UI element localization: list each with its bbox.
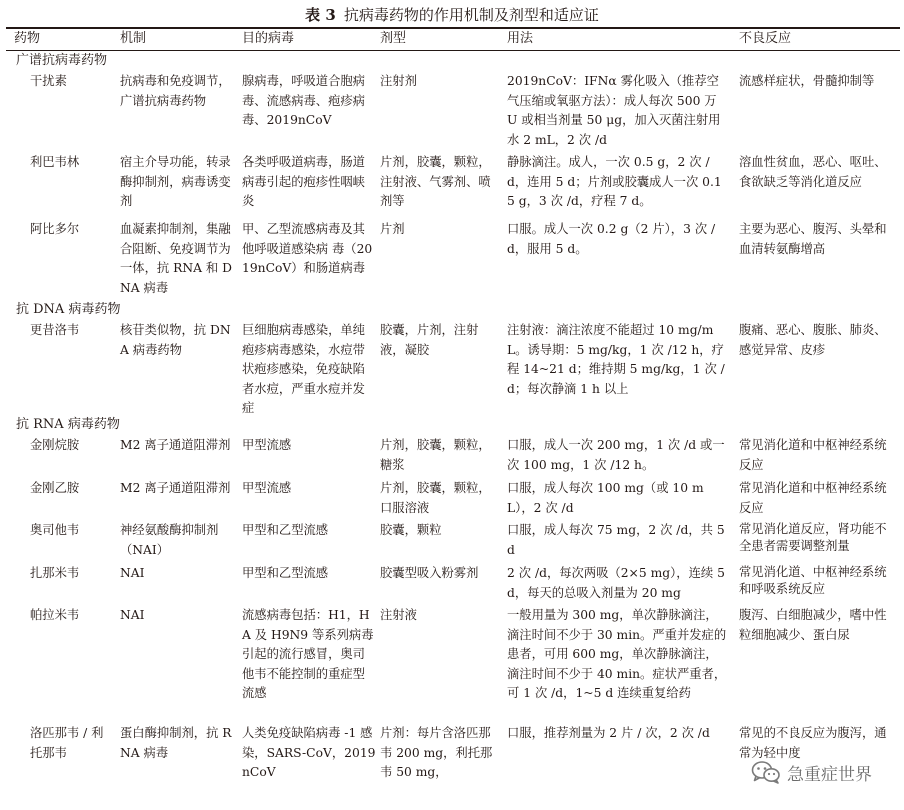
form-cell: 片剂，胶囊，颗粒，注射液、气雾剂、喷剂等 <box>380 155 491 208</box>
adverse-cell: 常见消化道反应，肾功能不全患者需要调整剂量 <box>739 522 887 553</box>
table-caption <box>0 5 904 25</box>
usage-cell: 静脉滴注。成人，一次 0.5 g，2 次 /d，连用 5 d；片剂或胶囊成人一次 0.15 g，3 次 /d，疗程 7 d。 <box>507 155 722 208</box>
adverse-cell: 腹泻、白细胞减少，嗜中性粒细胞减少、蛋白尿 <box>739 608 887 642</box>
form-cell: 注射剂 <box>380 74 417 88</box>
mechanism-cell: M2 离子通道阻滞剂 <box>120 481 231 495</box>
usage-cell: 口服，推荐剂量为 2 片 / 次，2 次 /d <box>507 726 710 740</box>
drug-name: 金刚烷胺 <box>30 438 80 452</box>
adverse-cell: 溶血性贫血，恶心、呕吐、食欲缺乏等消化道反应 <box>739 155 887 189</box>
form-cell: 片剂，胶囊，颗粒，口服溶液 <box>380 481 491 515</box>
drug-name: 干扰素 <box>30 74 67 88</box>
usage-cell: 一般用量为 300 mg，单次静脉滴注，滴注时间不少于 30 min。严重并发症的患者，可用 600 mg，单次静脉滴注，滴注时间不少于 40 min。症状严重者，可 1 次 /d，1~5 d 连续重复给药 <box>507 608 727 700</box>
usage-cell: 口服，成人一次 200 mg，1 次 /d 或一次 100 mg，1 次 /12 h。 <box>507 438 725 472</box>
form-cell: 注射液 <box>380 608 417 622</box>
form-cell: 片剂 <box>380 222 405 236</box>
virus-cell: 甲、乙型流感病毒及其他呼吸道感染病 毒（2019nCoV）和肠道病毒 <box>242 222 373 275</box>
form-cell: 胶囊型吸入粉雾剂 <box>380 566 479 580</box>
drug-name: 利巴韦林 <box>30 155 80 169</box>
watermark <box>751 758 872 786</box>
mechanism-cell: 蛋白酶抑制剂，抗 RNA 病毒 <box>120 726 232 760</box>
header-rule <box>6 50 900 51</box>
virus-cell: 甲型和乙型流感 <box>242 523 329 537</box>
category-anti-rna: 抗 RNA 病毒药物 <box>16 417 120 432</box>
adverse-cell: 常见消化道和中枢神经系统反应 <box>739 481 887 515</box>
watermark-text: 急重症世界 <box>787 764 872 785</box>
usage-cell: 口服，成人每次 100 mg（或 10 mL），2 次 /d <box>507 481 704 515</box>
adverse-cell: 常见的不良反应为腹泻，通常为轻中度 <box>739 726 887 760</box>
drug-name: 扎那米韦 <box>30 566 80 580</box>
form-cell: 胶囊，片剂，注射液，凝胶 <box>380 323 479 357</box>
usage-cell: 口服。成人一次 0.2 g（2 片），3 次 /d，服用 5 d。 <box>507 222 716 256</box>
drug-name: 阿比多尔 <box>30 222 80 236</box>
table-caption-text: 抗病毒药物的作用机制及剂型和适应证 <box>343 6 599 24</box>
header-adverse: 不良反应 <box>739 31 792 46</box>
adverse-cell: 常见消化道和中枢神经系统反应 <box>739 438 887 472</box>
drug-name: 奥司他韦 <box>30 523 80 537</box>
wechat-icon <box>751 760 781 784</box>
form-cell: 胶囊，颗粒 <box>380 523 442 537</box>
adverse-cell: 主要为恶心、腹泻、头晕和血清转氨酶增高 <box>739 222 887 256</box>
mechanism-cell: M2 离子通道阻滞剂 <box>120 438 231 452</box>
header-mechanism: 机制 <box>120 31 147 46</box>
header-drug: 药物 <box>14 31 41 46</box>
virus-cell: 腺病毒，呼吸道合胞病毒、流感病毒、疱疹病毒、2019nCoV <box>242 74 365 127</box>
usage-cell: 2 次 /d，每次两吸（2×5 mg），连续 5 d，每天的总吸入剂量为 20 mg <box>507 566 725 600</box>
adverse-cell: 流感样症状，骨髓抑制等 <box>739 74 875 88</box>
drug-name: 更昔洛韦 <box>30 323 80 337</box>
drug-name: 洛匹那韦 / 利托那韦 <box>30 726 104 760</box>
category-broad-spectrum: 广谱抗病毒药物 <box>16 53 108 68</box>
mechanism-cell: NAI <box>120 608 145 622</box>
form-cell: 片剂：每片含洛匹那韦 200 mg，利托那韦 50 mg， <box>380 726 493 779</box>
adverse-cell: 腹痛、恶心、腹胀、肺炎、感觉异常、皮疹 <box>739 323 887 357</box>
usage-cell: 2019nCoV：IFNα 雾化吸入（推荐空气压缩或氧驱方法）：成人每次 500 万 U 或相当剂量 50 μg，加入灭菌注射用水 2 mL，2 次 /d <box>507 74 721 147</box>
header-virus: 目的病毒 <box>242 31 295 46</box>
virus-cell: 巨细胞病毒感染，单纯疱疹病毒感染，水痘带状疱疹感染，免疫缺陷者水痘，严重水痘并发症 <box>242 323 365 415</box>
virus-cell: 人类免疫缺陷病毒 -1 感染，SARS-CoV，2019nCoV <box>242 726 376 779</box>
header-form: 剂型 <box>380 31 407 46</box>
usage-cell: 注射液：滴注浓度不能超过 10 mg/mL。诱导期：5 mg/kg，1 次 /12 h，疗程 14~21 d；维持期 5 mg/kg，1 次 /d；每次静滴 1 h 以上 <box>507 323 725 396</box>
top-rule <box>6 27 900 29</box>
mechanism-cell: 神经氨酸酶抑制剂（NAI） <box>120 523 219 557</box>
adverse-cell: 常见消化道、中枢神经系统和呼吸系统反应 <box>739 565 887 596</box>
virus-cell: 流感病毒包括：H1，HA 及 H9N9 等系列病毒引起的流行感冒，奥司他韦不能控制的重症型流感 <box>242 608 374 700</box>
virus-cell: 甲型和乙型流感 <box>242 566 329 580</box>
virus-cell: 甲型流感 <box>242 438 292 452</box>
mechanism-cell: 抗病毒和免疫调节，广谱抗病毒药物 <box>120 74 231 108</box>
mechanism-cell: 核苷类似物，抗 DNA 病毒药物 <box>120 323 231 357</box>
header-usage: 用法 <box>507 31 534 46</box>
category-anti-dna: 抗 DNA 病毒药物 <box>16 302 121 317</box>
drug-name: 金刚乙胺 <box>30 481 80 495</box>
usage-cell: 口服，成人每次 75 mg，2 次 /d，共 5 d <box>507 523 725 557</box>
table-caption-label: 表 3 <box>305 6 336 24</box>
drug-name: 帕拉米韦 <box>30 608 80 622</box>
mechanism-cell: 宿主介导功能，转录酶抑制剂，病毒诱变剂 <box>120 155 231 208</box>
mechanism-cell: NAI <box>120 566 145 580</box>
mechanism-cell: 血凝素抑制剂，集融合阻断、免疫调节为一体，抗 RNA 和 DNA 病毒 <box>120 222 232 295</box>
virus-cell: 各类呼吸道病毒，肠道病毒引起的疱疹性咽峡炎 <box>242 155 365 208</box>
virus-cell: 甲型流感 <box>242 481 292 495</box>
form-cell: 片剂，胶囊，颗粒，糖浆 <box>380 438 491 472</box>
